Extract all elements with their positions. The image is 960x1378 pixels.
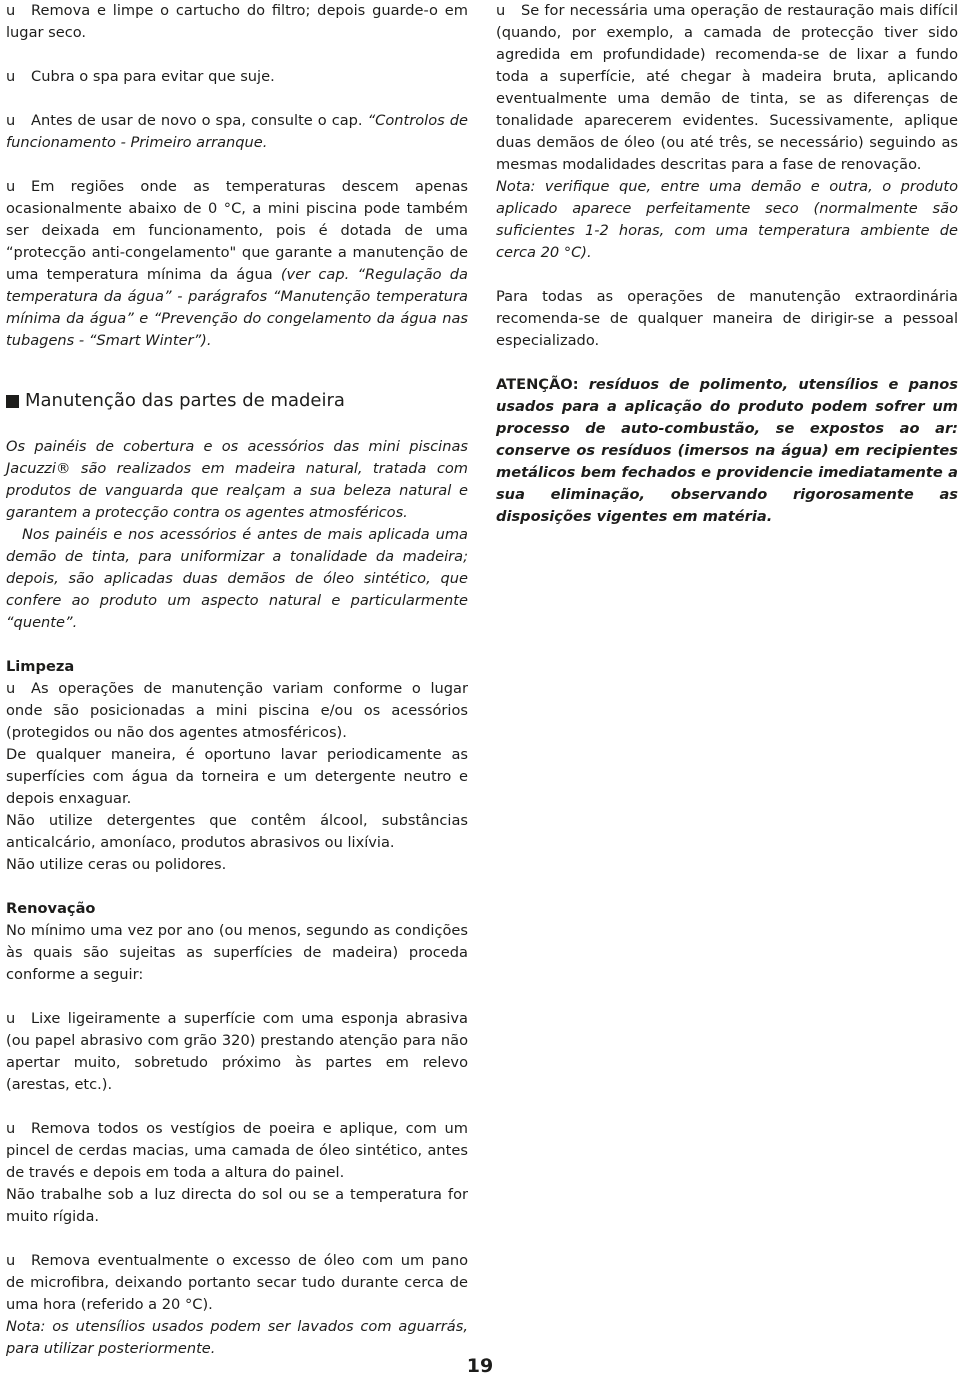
paragraph: No mínimo uma vez por ano (ou menos, segundo as condições às quais são sujeitas as superfícies de madeira) proceda conforme a seguir: [6,922,468,983]
bullet-item-restoration: u Se for necessária uma operação de restauração mais difícil (quando, por exemplo, a camada de protecção tiver sido agredida em profundidade) recomenda-se de lixar a fundo toda a superfície, até chegar à madeira bruta, aplicando eventualmente uma demão de tinta, se as diferenças de tonalidade aparecerem evidentes. Sucessivamente, aplique duas demãos de óleo (ou até três, se necessário) seguindo as mesmas modalidades descritas para a fase de renovação. [496,2,958,173]
subheading-limpeza: Limpeza [6,658,75,675]
chapter-reference: “Controlos de funcionamento - Primeiro arranque. [6,112,468,151]
bullet-item-anti-freeze: u Em regiões onde as temperaturas descem apenas ocasionalmente abaixo de 0 °C, a mini piscina pode também ser deixada em funcionamento, pois é dotada de uma “protecção anti-congelamento" que garante a manutenção de uma temperatura mínima da água (ver cap. “Regulação da temperatura da água” - parágrafos “Manutenção temperatura mínima da água” e “Prevenção do congelamento da água nas tubagens - “Smart Winter”). [6,178,468,349]
bullet-item-oil: u Remova todos os vestígios de poeira e aplique, com um pincel de cerdas macias, uma camada de óleo sintético, antes de través e depois em toda a altura do painel. [6,1120,468,1181]
bullet-item-sand: u Lixe ligeiramente a superfície com uma esponja abrasiva (ou papel abrasivo com grão 320) prestando atenção para não apertar muito, sobretudo próximo às partes em relevo (arestas, etc.). [6,1010,468,1093]
bullet-item-before-use: u Antes de usar de novo o spa, consulte o cap. “Controlos de funcionamento - Primeiro arranque. [6,112,468,151]
bullet-item-maintenance: u As operações de manutenção variam conforme o lugar onde são posicionadas a mini piscina e/ou os acessórios (protegidos ou não dos agentes atmosféricos). [6,680,468,741]
intro-paragraph: Nos painéis e nos acessórios é antes de mais aplicada uma demão de tinta, para uniformizar a tonalidade da madeira; depois, são aplicadas duas demãos de óleo sintético, que confere ao produto um aspecto natural e particularmente “quente”. [6,526,468,631]
note-paragraph: Nota: verifique que, entre uma demão e outra, o produto aplicado aparece perfeitamente seco (normalmente são suficientes 1-2 horas, com uma temperatura ambiente de cerca 20 °C). [496,178,958,261]
warning-paragraph [496,374,958,528]
paragraph: Para todas as operações de manutenção extraordinária recomenda-se de qualquer maneira de dirigir-se a pessoal especializado. [496,288,958,349]
note-paragraph: Nota: os utensílios usados podem ser lavados com aguarrás, para utilizar posteriormente. [6,1318,468,1357]
bullet-item-filter: u Remova e limpe o cartucho do filtro; depois guarde-o em lugar seco. [6,2,468,41]
square-bullet-icon [6,395,19,408]
bullet-item-excess-oil: u Remova eventualmente o excesso de óleo com um pano de microfibra, deixando portanto secar tudo durante cerca de uma hora (referido a 20 °C). [6,1252,468,1313]
section-title: Manutenção das partes de madeira [6,388,468,414]
right-column [496,0,958,528]
bullet-item-cover: u Cubra o spa para evitar que suje. [6,68,275,85]
paragraph: De qualquer maneira, é oportuno lavar periodicamente as superfícies com água da torneira e um detergente neutro e depois enxaguar. [6,746,468,807]
chapter-reference: (ver cap. “Regulação da temperatura da água” - parágrafos “Manutenção temperatura mínima da água” e “Prevenção do congelamento da água nas tubagens - “Smart Winter”). [6,266,468,349]
warning-label: ATENÇÃO: [496,376,579,393]
paragraph: Não utilize detergentes que contêm álcool, substâncias anticalcário, amoníaco, produtos abrasivos ou lixívia. [6,812,468,851]
warning-text: resíduos de polimento, utensílios e panos usados para a aplicação do produto podem sofrer um processo de auto-combustão, se expostos ao ar: conserve os resíduos (imersos na água) em recipientes metálicos bem fechados e providencie imediatamente a sua eliminação, observando rigorosamente as disposições vigentes em matéria. [496,376,958,525]
paragraph: Não utilize ceras ou polidores. [6,856,227,873]
paragraph: Não trabalhe sob a luz directa do sol ou se a temperatura for muito rígida. [6,1186,468,1225]
subheading-renovacao: Renovação [6,900,96,917]
intro-paragraph: Os painéis de cobertura e os acessórios das mini piscinas Jacuzzi® são realizados em madeira natural, tratada com produtos de vanguarda que realçam a sua beleza natural e garantem a protecção contra os agentes atmosféricos. [6,438,468,521]
left-column [6,0,468,1360]
page-number: 19 [466,1355,494,1377]
